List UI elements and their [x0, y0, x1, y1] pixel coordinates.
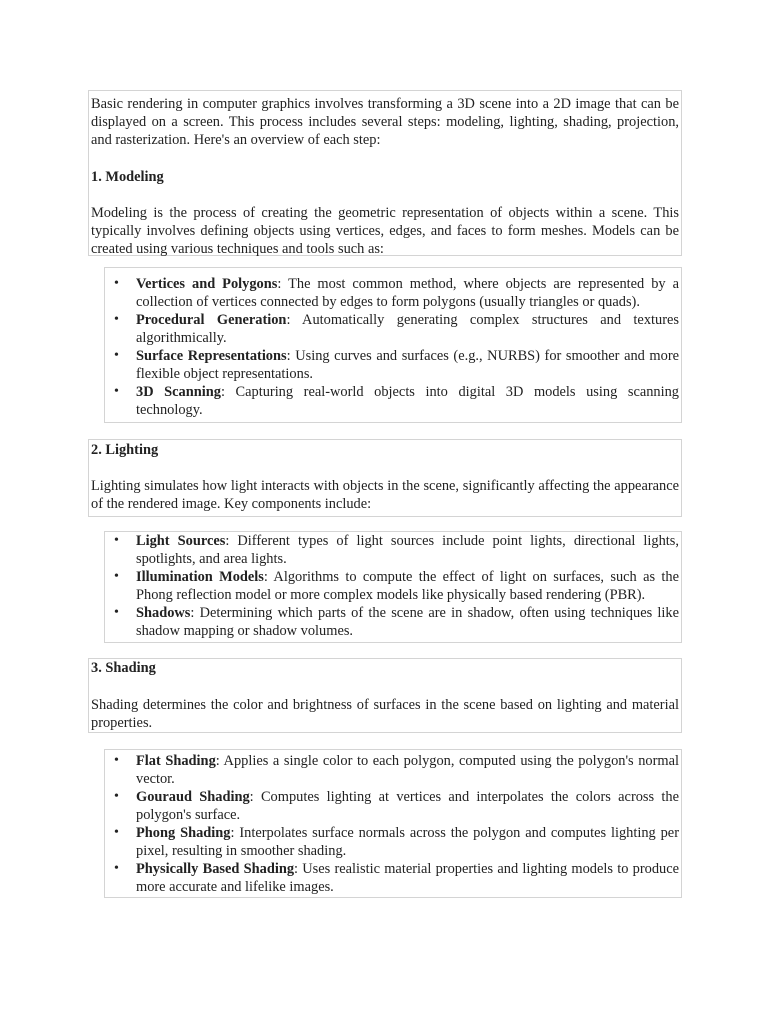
list-item — [114, 860, 679, 896]
list-item — [114, 311, 679, 347]
list-item-term: Light Sources — [136, 533, 226, 549]
bullet-icon: • — [114, 789, 119, 804]
modeling-heading: 1. Modeling — [91, 169, 164, 185]
list-item-desc: : Different types of light sources include point lights, directional lights, spotlights, and area lights. — [136, 533, 679, 567]
modeling-list-block — [104, 267, 682, 423]
list-item-desc: : Using curves and surfaces (e.g., NURBS) for smoother and more flexible object representations. — [136, 348, 680, 382]
lighting-paragraph: Lighting simulates how light interacts with objects in the scene, significantly affecting the appearance of the rendered image. Key components include: — [91, 478, 679, 512]
list-item-term: 3D Scanning — [136, 384, 221, 400]
lighting-list — [114, 532, 679, 640]
list-item-desc: : Automatically generating complex structures and textures algorithmically. — [136, 312, 679, 346]
list-item-desc: : Interpolates surface normals across the polygon and computes lighting per pixel, resulting in smoother shading. — [136, 825, 679, 859]
bullet-icon: • — [114, 569, 119, 584]
lighting-list-block — [104, 531, 682, 643]
list-item-term: Gouraud Shading — [136, 789, 250, 805]
list-item-term: Phong Shading — [136, 825, 231, 841]
intro-paragraph: Basic rendering in computer graphics involves transforming a 3D scene into a 2D image that can be displayed on a screen. This process includes several steps: modeling, lighting, shading, projection, and rasterization. Here's an overview of each step: — [91, 96, 679, 148]
list-item — [114, 347, 680, 383]
shading-list — [114, 752, 679, 896]
bullet-icon: • — [114, 276, 119, 291]
list-item — [114, 532, 679, 568]
list-item-term: Vertices and Polygons — [136, 276, 278, 292]
list-item-term: Physically Based Shading — [136, 861, 295, 877]
list-item-desc: : Computes lighting at vertices and interpolates the colors across the polygon's surface. — [136, 789, 679, 823]
shading-paragraph: Shading determines the color and brightness of surfaces in the scene based on lighting and material properties. — [91, 697, 679, 731]
modeling-list — [114, 275, 680, 419]
lighting-block — [88, 439, 682, 517]
bullet-icon: • — [114, 312, 119, 327]
shading-heading: 3. Shading — [91, 660, 156, 676]
bullet-icon: • — [114, 605, 119, 620]
list-item — [114, 752, 679, 788]
list-item — [114, 604, 679, 640]
list-item — [114, 275, 679, 311]
bullet-icon: • — [114, 384, 119, 399]
bullet-icon: • — [114, 861, 119, 876]
lighting-heading: 2. Lighting — [91, 442, 159, 458]
intro-modeling-block — [88, 90, 682, 256]
list-item-term: Shadows — [136, 605, 191, 621]
list-item-term: Flat Shading — [136, 753, 216, 769]
list-item-desc: : Capturing real-world objects into digital 3D models using scanning technology. — [136, 384, 679, 418]
modeling-paragraph: Modeling is the process of creating the geometric representation of objects within a scene. This typically involves defining objects using vertices, edges, and faces to form meshes. Models can be created using various techniques and tools such as: — [91, 205, 679, 257]
list-item-term: Procedural Generation — [136, 312, 287, 328]
list-item — [114, 788, 679, 824]
list-item-desc: : Algorithms to compute the effect of light on surfaces, such as the Phong reflection model or more complex models like physically based rendering (PBR). — [136, 569, 679, 603]
list-item-desc: : Determining which parts of the scene are in shadow, often using techniques like shadow mapping or shadow volumes. — [136, 605, 679, 639]
shading-block — [88, 658, 682, 733]
list-item-term: Surface Representations — [136, 348, 287, 364]
list-item — [114, 383, 679, 419]
bullet-icon: • — [114, 753, 119, 768]
list-item-term: Illumination Models — [136, 569, 264, 585]
list-item — [114, 568, 679, 604]
shading-list-block — [104, 749, 682, 898]
bullet-icon: • — [114, 348, 119, 363]
list-item — [114, 824, 679, 860]
list-item-desc: : Applies a single color to each polygon, computed using the polygon's normal vector. — [136, 753, 679, 787]
bullet-icon: • — [114, 533, 119, 548]
list-item-desc: : The most common method, where objects are represented by a collection of vertices connected by edges to form polygons (usually triangles or quads). — [136, 276, 679, 310]
list-item-desc: : Uses realistic material properties and lighting models to produce more accurate and lifelike images. — [136, 861, 679, 895]
bullet-icon: • — [114, 825, 119, 840]
